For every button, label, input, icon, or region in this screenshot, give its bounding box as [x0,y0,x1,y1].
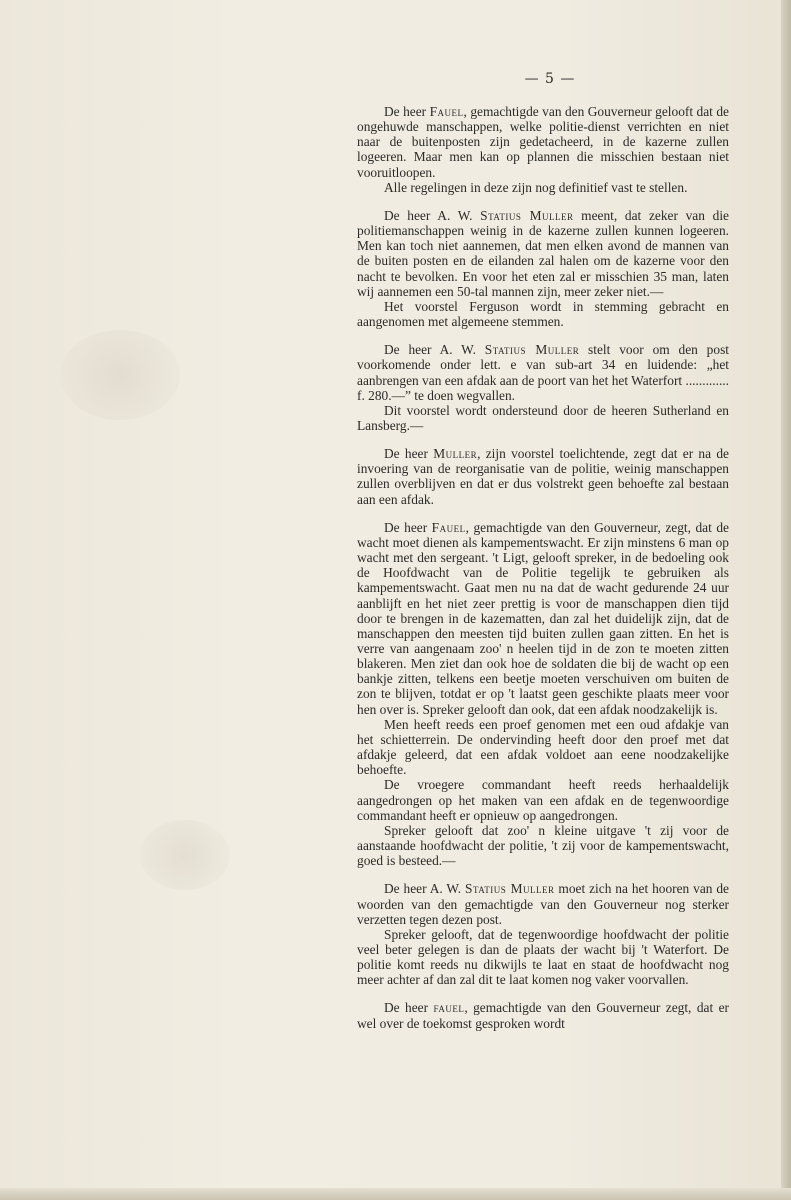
paragraph: De heer Fauel, gemachtigde van den Gouverneur gelooft dat de ongehuwde manschappen, welke politie-dienst verrichten en niet naar de buitenposten zijn gedetacheerd, in de kazerne zullen logeeren. Maar men kan op plannen die misschien bestaan niet vooruitloopen. [357,104,729,180]
paragraph: De heer A. W. Statius Muller stelt voor om den post voorkomende onder lett. e van sub-art 34 en luidende: „het aanbrengen van een afdak aan de poort van het het Waterfort ............. f. 280.—” te doen wegvallen. [357,342,729,403]
speaker-name: fauel [433,1000,465,1016]
text-column [357,104,729,1031]
paragraph: De heer A. W. Statius Muller meent, dat zeker van die politiemanschappen weinig in de kazerne zullen kunnen logeeren. Men kan toch niet aannemen, dat men elken avond de mannen van de buiten posten en de eilanden zal halen om de kazerne voor den nacht te bevolken. En voor het eten zal er misschien 35 man, laten wij aannemen een 50-tal mannen zijn, meer zeker niet.— [357,207,729,299]
page-number: — 5 — [524,71,576,87]
paragraph: Men heeft reeds een proef genomen met een oud afdakje van het schietterrein. De ondervinding heeft door den proef met dat afdakje geleerd, dat een afdak voldoet aan eene noodzakelijke behoefte. [357,716,729,778]
paragraph: De heer A. W. Statius Muller moet zich na het hooren van de woorden van den gemachtigde van den Gouverneur nog sterker verzetten tegen dezen post. [357,881,730,927]
paragraph: De heer Muller, zijn voorstel toelichtende, zegt dat er na de invoering van de reorganisatie van de politie, weinig manschappen zullen overblijven en dat er dus volstrekt geen behoefte zal bestaan aan een afdak. [357,446,729,507]
paragraph: Spreker gelooft dat zoo' n kleine uitgave 't zij voor de aanstaande hoofdwacht der politie, 't zij voor de kampementswacht, goed is besteed.— [357,822,729,869]
paragraph: De vroegere commandant heeft reeds herhaaldelijk aangedrongen op het maken van een afdak en de tegenwoordige commandant heeft er opnieuw op aangedrongen. [357,777,729,823]
page-edge-shadow [781,0,791,1200]
speaker-name: Muller [433,446,478,462]
paper-stain [140,820,230,890]
page-bottom-edge [0,1188,791,1200]
paragraph: Dit voorstel wordt ondersteund door de heeren Sutherland en Lansberg.— [357,402,729,433]
paragraph: Spreker gelooft, dat de tegenwoordige hoofdwacht der politie veel beter gelegen is dan de plaats der wacht bij 't Waterfort. De politie komt reeds nu dikwijls te laat en staat de hoofdwacht nog meer achter af dan zal dit te laat komen nog vaker voorvallen. [357,926,729,988]
paragraph: Het voorstel Ferguson wordt in stemming gebracht en aangenomen met algemeene stemmen. [357,298,729,330]
speaker-name: Statius Muller [465,881,555,897]
paragraph: Alle regelingen in deze zijn nog definitief vast te stellen. [384,179,688,195]
speaker-name: Fauel [429,104,464,119]
paragraph: De heer fauel, gemachtigde van den Gouverneur zegt, dat er wel over de toekomst gesproken wordt [357,1000,729,1031]
paragraph: De heer Fauel, gemachtigde van den Gouverneur, zegt, dat de wacht moet dienen als kampementswacht. Er zijn minstens 6 man op wacht met den sergeant. 't Ligt, gelooft spreker, in de bedoeling ook de Hoofdwacht van de Politie tegelijk te gebruiken als kampementswacht. Gaat men nu na dat de wacht gedurende 24 uur aanblijft en het niet zeer prettig is voor de manschappen dien tijd door te brengen in de kazematten, dan zal het duidelijk zijn, dat de manschappen den meesten tijd buiten zullen gaan zitten. En het is verre van aangenaam zoo' n heelen tijd in de zon te moeten zitten blakeren. Men ziet dan ook hoe de soldaten die bij de wacht op een bankje zitten, telkens een beetje moeten verschuiven om buiten de zon te blijven, totdat er op 't laatst geen geschikte plaats meer voor hen over is. Spreker gelooft dan ook, dat een afdak noodzakelijk is. [357,519,729,717]
speaker-name: Fauel [431,519,466,535]
paper-stain [60,330,180,420]
speaker-name: Statius Muller [484,342,580,358]
speaker-name: Statius Muller [480,207,574,223]
